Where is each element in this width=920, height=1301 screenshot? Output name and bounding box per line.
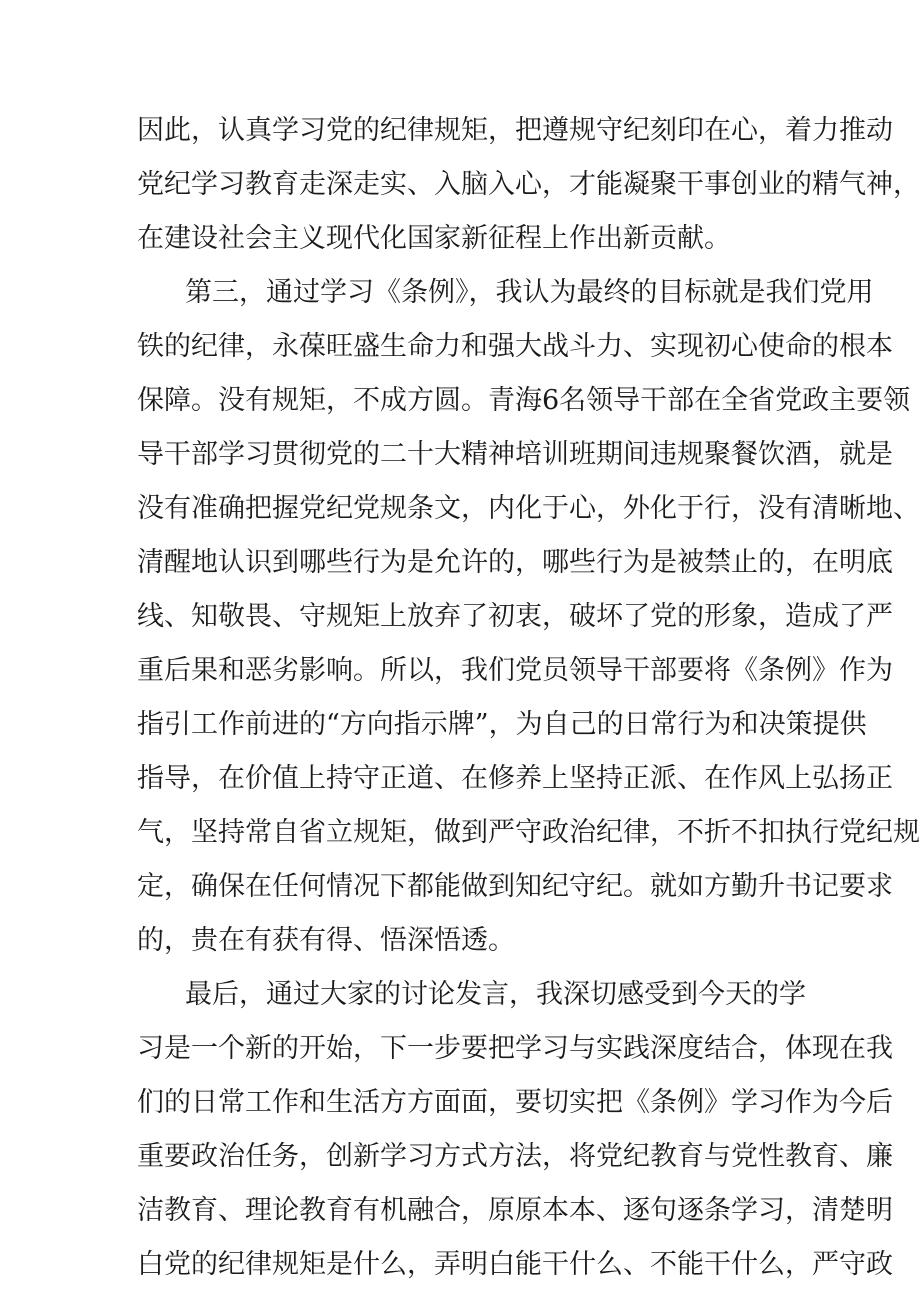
text-line: 铁的纪律，永葆旺盛生命力和强大战斗力、实现初心使命的根本 [137, 331, 893, 362]
text-line: 指导，在价值上持守正道、在修养上坚持正派、在作风上弘扬正 [137, 763, 893, 794]
text-line: 习是一个新的开始，下一步要把学习与实践深度结合，体现在我 [137, 1033, 893, 1064]
text-line: 指引工作前进的“方向指示牌”，为自己的日常行为和决策提供 [137, 709, 867, 740]
text-line: 没有准确把握党纪党规条文，内化于心，外化于行，没有清晰地、 [137, 493, 920, 524]
text-line: 党纪学习教育走深走实、入脑入心，才能凝聚干事创业的精气神， [137, 169, 920, 200]
document-body [137, 104, 920, 1292]
text-line: 重后果和恶劣影响。所以，我们党员领导干部要将《条例》作为 [137, 655, 893, 686]
text-line: 重要政治任务，创新学习方式方法，将党纪教育与党性教育、廉 [137, 1141, 893, 1172]
paragraph-1 [137, 104, 920, 266]
paragraph-3 [137, 968, 893, 1292]
text-line: 洁教育、理论教育有机融合，原原本本、逐句逐条学习，清楚明 [137, 1195, 893, 1226]
text-line: 在建设社会主义现代化国家新征程上作出新贡献。 [137, 223, 731, 254]
text-line: 导干部学习贯彻党的二十大精神培训班期间违规聚餐饮酒，就是 [137, 439, 893, 470]
text-line: 气，坚持常自省立规矩，做到严守政治纪律，不折不扣执行党纪规 [137, 817, 920, 848]
text-line: 的，贵在有获有得、悟深悟透。 [137, 925, 515, 956]
paragraph-2 [137, 266, 920, 968]
text-line: 白党的纪律规矩是什么，弄明白能干什么、不能干什么，严守政 [137, 1249, 893, 1280]
text-line: 们的日常工作和生活方方面面，要切实把《条例》学习作为今后 [137, 1087, 893, 1118]
text-line: 保障。没有规矩，不成方圆。青海6名领导干部在全省党政主要领 [137, 385, 911, 416]
text-line: 线、知敬畏、守规矩上放弃了初衷，破坏了党的形象，造成了严 [137, 601, 893, 632]
text-line: 定，确保在任何情况下都能做到知纪守纪。就如方勤升书记要求 [137, 871, 893, 902]
text-line: 因此，认真学习党的纪律规矩，把遵规守纪刻印在心，着力推动 [137, 115, 893, 146]
text-line: 最后，通过大家的讨论发言，我深切感受到今天的学 [185, 979, 806, 1010]
text-line: 第三，通过学习《条例》，我认为最终的目标就是我们党用 [185, 277, 874, 308]
text-line: 清醒地认识到哪些行为是允许的，哪些行为是被禁止的，在明底 [137, 547, 893, 578]
